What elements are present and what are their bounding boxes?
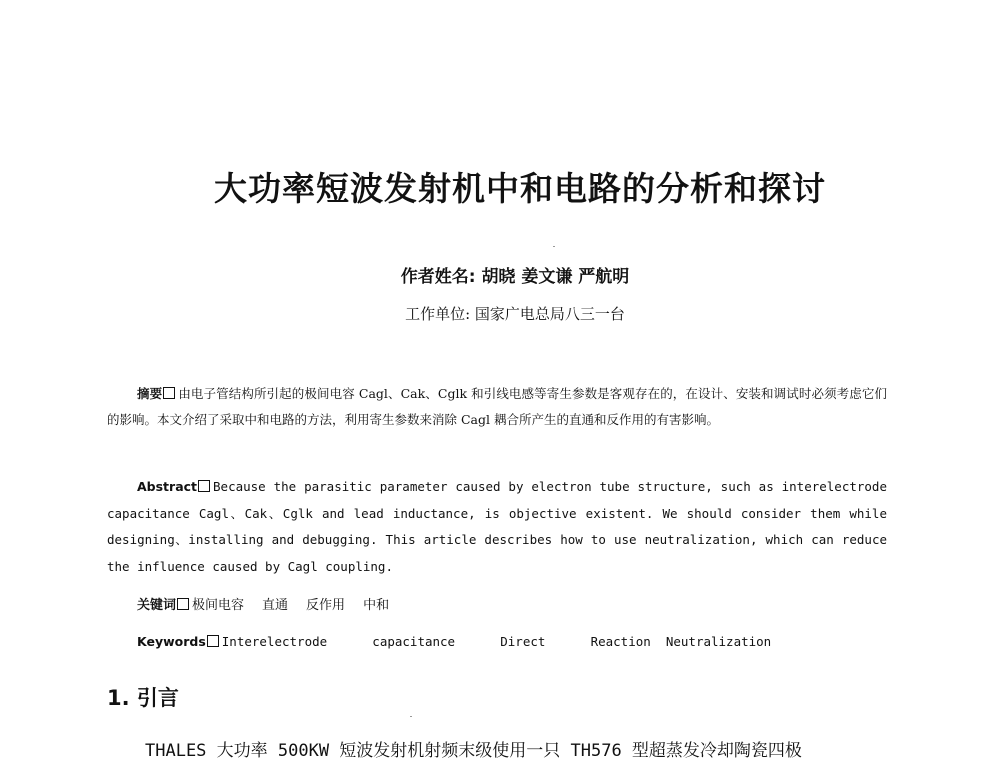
keyword-en: Interelectrode	[221, 634, 328, 649]
english-keywords	[137, 634, 771, 649]
keyword-en: Direct	[500, 634, 546, 649]
english-abstract	[107, 474, 887, 580]
body-text-line: THALES 大功率 500KW 短波发射机射频末级使用一只 TH576 型超蒸发冷却陶瓷四极	[145, 741, 802, 761]
keyword-cn: 极间电容	[192, 598, 245, 613]
keyword-en: Neutralization	[665, 634, 772, 649]
keyword-en: Reaction	[590, 634, 651, 649]
author-line	[0, 262, 1000, 287]
chinese-abstract-label: 摘要	[137, 386, 163, 401]
english-abstract-text: Because the parasitic parameter caused by electron tube structure, such as interelectrode capacitance Cagl、Cak、Cglk and lead inductance, is objective existent. We should consider them while designing、installing and debugging. This article describes how to use neutralization, which can reduce the influence caused by Cagl coupling.	[107, 479, 887, 574]
chinese-abstract-text: 由电子管结构所引起的极间电容 Cagl、Cak、Cglk 和引线电感等寄生参数是客观存在的，在设计、安装和调试时必须考虑它们的影响。本文介绍了采取中和电路的方法，利用寄生参数来消除 Cagl 耦合所产生的直通和反作用的有害影响。	[107, 386, 887, 427]
box-symbol-icon	[198, 480, 210, 492]
box-symbol-icon	[207, 635, 219, 647]
english-keywords-label: Keywords	[137, 634, 206, 649]
english-abstract-label: Abstract	[137, 479, 198, 494]
chinese-keywords-label: 关键词	[137, 598, 177, 613]
affiliation-line	[0, 303, 1000, 324]
scan-speck	[410, 716, 412, 717]
box-symbol-icon	[177, 598, 189, 610]
chinese-keywords	[137, 594, 407, 613]
authors-label: 作者姓名:	[400, 267, 476, 287]
section-heading: 1. 引言	[107, 686, 179, 710]
chinese-abstract	[107, 381, 887, 433]
keyword-cn: 反作用	[306, 598, 346, 613]
affiliation-value: 国家广电总局八三一台	[474, 305, 625, 323]
paper-title: 大功率短波发射机中和电路的分析和探讨	[214, 169, 826, 208]
keyword-en: capacitance	[372, 634, 456, 649]
keyword-cn: 直通	[262, 598, 289, 613]
author-names: 胡晓 姜文谦 严航明	[481, 267, 630, 287]
box-symbol-icon	[163, 387, 175, 399]
scan-speck	[553, 246, 555, 247]
keyword-cn: 中和	[363, 598, 390, 613]
affiliation-label: 工作单位:	[405, 305, 471, 323]
